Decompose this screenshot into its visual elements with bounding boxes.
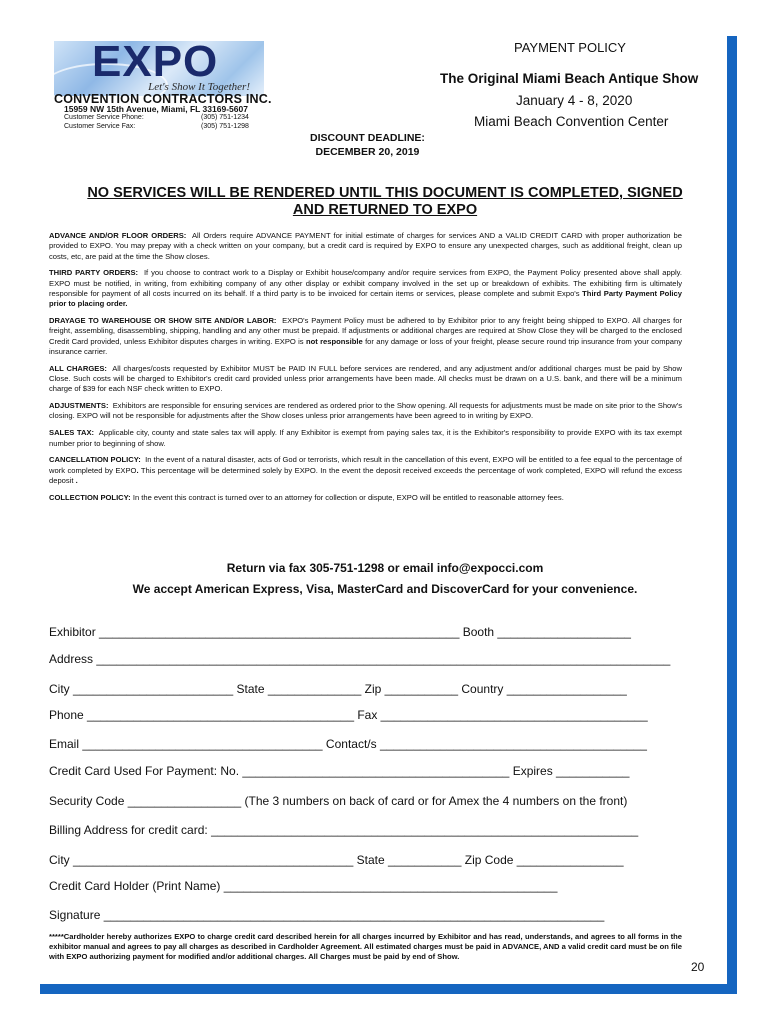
doc-title: PAYMENT POLICY xyxy=(514,40,626,55)
policy-drayage: DRAYAGE TO WAREHOUSE OR SHOW SITE AND/OR LABOR: EXPO's Payment Policy must be adhered to by Exhibitor prior to any freight being shipped to EXPO. All charges for freight, assembling, disassembling, shipping, handling and any other must be prepaid. If adjustments or additional charges are required at Show Close they will be charged to the enclosed Credit Card provided, unless Exhibitor disputes charges in writing. EXPO is not responsible for any damage or loss of your freight, please secure round trip insurance from your company insurance carrier. xyxy=(49,316,682,356)
expo-logo xyxy=(54,41,264,96)
deadline-date: DECEMBER 20, 2019 xyxy=(315,146,420,158)
address-field[interactable]: Address ______________________________________________________________________________________ xyxy=(49,652,671,666)
page-number: 20 xyxy=(691,960,705,974)
fax-value: (305) 751-1298 xyxy=(201,123,249,130)
signature-field[interactable]: Signature ___________________________________________________________________________ xyxy=(49,908,605,922)
policy-body xyxy=(49,231,682,510)
exhibitor-field[interactable]: Exhibitor ______________________________________________________ Booth ____________________ xyxy=(49,625,631,639)
policy-all-charges: ALL CHARGES: All charges/costs requested by Exhibitor MUST be PAID IN FULL before services are rendered, and any adjustment and/or additional charges must be paid by Show Close. Such costs will be charged to Exhibitor's credit card provided unless prior arrangements have been made. All checks must be drawn on a U.S. bank, and there will be a minimum charge of $39 for each NSF check written to EXPO. xyxy=(49,363,682,394)
show-venue: Miami Beach Convention Center xyxy=(474,114,669,129)
company-address: 15959 NW 15th Avenue, Miami, FL 33169-5607 xyxy=(64,104,248,114)
right-accent-bar xyxy=(727,36,737,994)
show-dates: January 4 - 8, 2020 xyxy=(516,93,633,108)
return-instructions: Return via fax 305-751-1298 or email info@expocci.com xyxy=(226,561,544,575)
show-title: The Original Miami Beach Antique Show xyxy=(440,71,699,86)
headline-line2: AND RETURNED TO EXPO xyxy=(292,202,478,218)
phone-fax-fields[interactable]: Phone ________________________________________ Fax ________________________________________ xyxy=(49,708,648,722)
accepted-cards: We accept American Express, Visa, MasterCard and DiscoverCard for your convenience. xyxy=(132,582,638,596)
billing-city-state-zip-fields[interactable]: City __________________________________________ State ___________ Zip Code ________________ xyxy=(49,853,624,867)
email-contact-fields[interactable]: Email ____________________________________ Contact/s ________________________________________ xyxy=(49,737,647,751)
credit-card-field[interactable]: Credit Card Used For Payment: No. ________________________________________ Expires ___________ xyxy=(49,764,630,778)
cardholder-name-field[interactable]: Credit Card Holder (Print Name) __________________________________________________ xyxy=(49,879,558,893)
phone-value: (305) 751-1234 xyxy=(201,114,249,121)
city-state-zip-country-fields[interactable]: City ________________________ State ______________ Zip ___________ Country __________________ xyxy=(49,682,627,696)
billing-address-field[interactable]: Billing Address for credit card: ________________________________________________________________ xyxy=(49,823,639,837)
policy-adjustments: ADJUSTMENTS: Exhibitors are responsible for ensuring services are rendered as ordered prior to the Show opening. All requests for adjustments must be made on site prior to the Show's closing. EXPO will not be responsible for adjustments after the Show closes unless prior arrangements have been agreed to in writing by EXPO. xyxy=(49,401,682,421)
bottom-accent-bar xyxy=(40,984,737,994)
phone-label: Customer Service Phone: xyxy=(64,114,144,121)
headline-line1: NO SERVICES WILL BE RENDERED UNTIL THIS DOCUMENT IS COMPLETED, SIGNED xyxy=(87,185,683,201)
deadline-label: DISCOUNT DEADLINE: xyxy=(310,132,425,144)
policy-advance: ADVANCE AND/OR FLOOR ORDERS: All Orders require ADVANCE PAYMENT for initial estimate of charges for services AND a VALID CREDIT CARD with proper authorization be provided to EXPO. You may prepay with a check written on your company, but a credit card is required by EXPO to ensure any unexpected charges, such as additional freight, clean up costs, etc, are paid at the time the Show closes. xyxy=(49,231,682,261)
company-name: CONVENTION CONTRACTORS INC. xyxy=(54,92,272,106)
security-code-field[interactable]: Security Code _________________ (The 3 numbers on back of card or for Amex the 4 numbers on the front) xyxy=(49,794,628,808)
policy-sales-tax: SALES TAX: Applicable city, county and state sales tax will apply. If any Exhibitor is exempt from paying sales tax, it is the Exhibitor's responsibility to provide EXPO with its tax exempt number prior to beginning of show. xyxy=(49,428,682,448)
discount-deadline xyxy=(310,131,425,159)
policy-cancellation: CANCELLATION POLICY: In the event of a natural disaster, acts of God or terrorists, which result in the cancellation of this event, EXPO will be entitled to a fee equal to the percentage of work completed by EXPO. This percentage will be determined solely by EXPO. In the event the deposit received exceeds the percentage of work completed, EXPO will refund the excess deposit . xyxy=(49,455,682,485)
logo-tagline: Let's Show It Together! xyxy=(148,81,250,93)
policy-third-party: THIRD PARTY ORDERS: If you choose to contract work to a Display or Exhibit house/company and/or require services from EXPO, the Payment Policy presented above shall apply. EXPO must be notified, in writing, from exhibiting company of any other display or exhibit company involved in the set up or breakdown of exhibits. The exhibiting firm is ultimately responsible for payment of all costs incurred on its behalf. If a third party is to be invoiced for certain items or services, please complete and submit Expo's Third Party Payment Policy prior to placing order. xyxy=(49,268,682,309)
headline xyxy=(50,185,720,219)
fax-label: Customer Service Fax: xyxy=(64,123,136,130)
cardholder-authorization: *****Cardholder hereby authorizes EXPO to charge credit card described herein for all charges incurred by Exhibitor and has read, understands, and agrees to all forms in the exhibitor manual and agrees to pay all charges as described in Cardholder Agreement. All estimated charges must be paid in ADVANCE, AND a valid credit card must be on file with EXPO authorizing payment for modified and/or additional charges. All Charges must be paid by end of Show. xyxy=(49,932,682,962)
policy-collection: COLLECTION POLICY: In the event this contract is turned over to an attorney for collection or dispute, EXPO will be entitled to reasonable attorney fees. xyxy=(49,492,564,502)
logo-word: EXPO xyxy=(92,41,219,86)
